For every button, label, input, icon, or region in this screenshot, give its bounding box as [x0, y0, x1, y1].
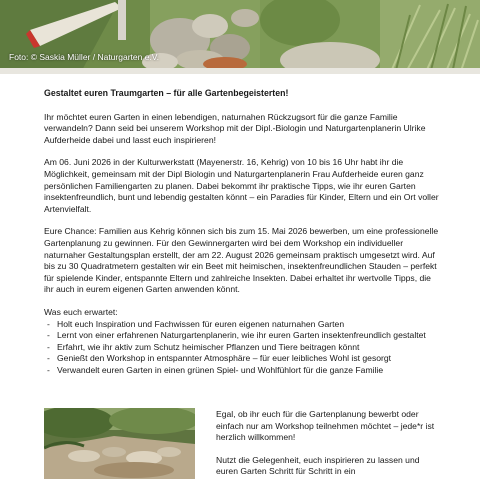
hero-photo — [0, 0, 480, 74]
photo-credit: Foto: © Saskia Müller / Naturgarten e.V. — [9, 52, 160, 62]
garden-photo-illustration — [0, 0, 480, 74]
list-title: Was euch erwartet: — [44, 306, 118, 317]
list-item: - Lernt von einer erfahrenen Naturgartenplanerin, wie ihr euren Garten insektenfreundlich gestaltet — [44, 330, 440, 342]
expectations-list — [44, 319, 440, 377]
side-text — [216, 409, 440, 489]
article-headline: Gestaltet euren Traumgarten – für alle Gartenbegeisterten! — [44, 88, 289, 98]
welcome-paragraph: Egal, ob ihr euch für die Gartenplanung bewerbt oder einfach nur am Workshop teilnehmen möchtet – jede*r ist herzlich willkommen! — [216, 409, 435, 443]
list-item: - Genießt den Workshop in entspannter Atmosphäre – für euer leibliches Wohl ist gesorgt — [44, 353, 440, 365]
article-body — [44, 88, 440, 376]
list-item: - Erfahrt, wie ihr aktiv zum Schutz heimischer Pflanzen und Tiere beitragen könnt — [44, 342, 440, 354]
garden-bed-photo — [44, 408, 195, 479]
chance-paragraph: Eure Chance: Familien aus Kehrig können sich bis zum 15. Mai 2026 bewerben, um eine professionelle Gartenplanung zu gewinnen. Für den Gewinnergarten wird bei dem Workshop ein individueller naturnaher Gestaltungsplan erstellt, der am 22. August 2026 gemeinsam praktisch umgesetzt wird. Auf bis zu 30 Quadratmetern gestalten wir ein Beet mit heimischen, insektenfreundlichen Stauden – perfekt für spielende Kinder, entspannte Eltern und zahlreiche Insekten. Dabei erhaltet ihr wertvolle Tipps, die ihr auch in eurem eigenen Garten anwenden könnt. — [44, 226, 439, 295]
event-paragraph: Am 06. Juni 2026 in der Kulturwerkstatt (Mayenerstr. 16, Kehrig) von 10 bis 16 Uhr habt ihr die Möglichkeit, gemeinsam mit der Dipl Biologin und Naturgartenplanerin Frau Aufderheide euren ganz persönlichen Familiengarten zu planen. Dabei bekommt ihr praktische Tipps, wie ihr euren Garten insektenfreundlich, bunt und lebendig gestalten könnt – ein Paradies für Kinder, Eltern und ein Ort voller Artenvielfalt. — [44, 157, 439, 214]
list-item: - Verwandelt euren Garten in einen grünen Spiel- und Wohlfühlort für die ganze Familie — [44, 365, 440, 377]
garden-bed-illustration — [44, 408, 195, 479]
intro-paragraph: Ihr möchtet euren Garten in einen lebendigen, naturnahen Rückzugsort für die ganze Familie verwandeln? Dann seid bei unserem Workshop mit der Dipl.-Biologin und Naturgartenplanerin Ulrike Aufderheide dabei und lasst euch inspirieren! — [44, 111, 426, 145]
list-item: - Holt euch Inspiration und Fachwissen für euren eigenen naturnahen Garten — [44, 319, 440, 331]
closing-paragraph: Nutzt die Gelegenheit, euch inspirieren zu lassen und euren Garten Schritt für Schritt in ein — [216, 454, 420, 477]
bottom-section — [44, 408, 440, 479]
